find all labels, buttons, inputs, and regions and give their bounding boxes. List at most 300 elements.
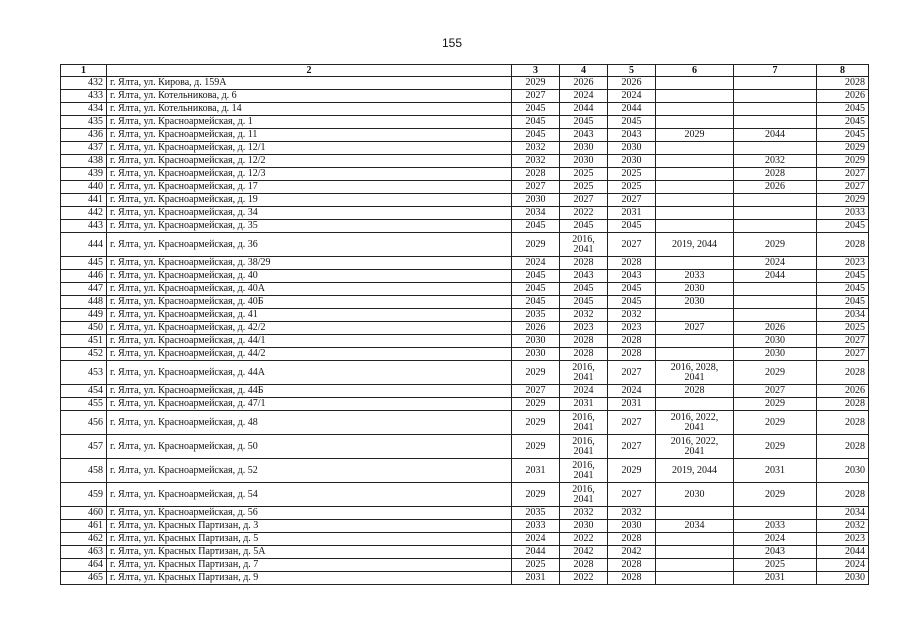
table-cell: 2045	[512, 116, 560, 129]
table-cell	[560, 411, 608, 435]
table-cell: 2027	[512, 181, 560, 194]
table-cell	[734, 220, 817, 233]
table-cell: 2025	[608, 181, 656, 194]
table-cell: 452	[61, 348, 107, 361]
table-cell: 445	[61, 257, 107, 270]
table-cell: 2031	[608, 398, 656, 411]
table-cell	[656, 116, 734, 129]
table-cell: 2030	[560, 155, 608, 168]
table-cell	[734, 507, 817, 520]
table-row	[61, 103, 869, 116]
table-cell: 2044	[817, 546, 869, 559]
table-cell: 2024	[817, 559, 869, 572]
table-cell: 2026	[817, 90, 869, 103]
table-cell: 2029	[734, 233, 817, 257]
table-cell: 464	[61, 559, 107, 572]
cell-line: 2016,	[572, 233, 595, 245]
table-row	[61, 181, 869, 194]
table-cell: г. Ялта, ул. Красноармейская, д. 52	[107, 459, 512, 483]
table-cell: 2028	[817, 435, 869, 459]
table-cell: 2028	[608, 335, 656, 348]
table-row	[61, 309, 869, 322]
table-cell: 2029	[734, 435, 817, 459]
table-cell: 2019, 2044	[656, 459, 734, 483]
table-cell: 2029	[512, 233, 560, 257]
table-cell: 2043	[734, 546, 817, 559]
table-row	[61, 520, 869, 533]
table-cell: 2027	[817, 335, 869, 348]
table-cell: 462	[61, 533, 107, 546]
table-cell: 2028	[608, 257, 656, 270]
table-cell: г. Ялта, ул. Красноармейская, д. 40Б	[107, 296, 512, 309]
table-cell: 2029	[817, 155, 869, 168]
table-row	[61, 335, 869, 348]
table-cell: 2045	[560, 283, 608, 296]
table-cell: 2025	[817, 322, 869, 335]
table-cell: 2034	[817, 507, 869, 520]
table-cell: 2022	[560, 572, 608, 585]
table-cell: 2032	[560, 309, 608, 322]
table-cell: 2028	[512, 168, 560, 181]
table-cell: 2030	[656, 296, 734, 309]
table-cell: 455	[61, 398, 107, 411]
table-cell: г. Ялта, ул. Красноармейская, д. 48	[107, 411, 512, 435]
table-cell: 451	[61, 335, 107, 348]
table-cell: 448	[61, 296, 107, 309]
table-cell: 438	[61, 155, 107, 168]
table-cell: 2034	[512, 207, 560, 220]
table-cell	[656, 559, 734, 572]
table-cell: 2031	[608, 207, 656, 220]
table-row	[61, 546, 869, 559]
table-cell: 449	[61, 309, 107, 322]
table-cell	[656, 181, 734, 194]
table-cell: 2045	[560, 220, 608, 233]
table-row	[61, 233, 869, 257]
table-cell: г. Ялта, ул. Красноармейская, д. 11	[107, 129, 512, 142]
table-cell: 2035	[512, 507, 560, 520]
table-cell: г. Ялта, ул. Красноармейская, д. 44/2	[107, 348, 512, 361]
table-cell: 2032	[512, 142, 560, 155]
table-cell: 2025	[560, 168, 608, 181]
table-cell: 2045	[608, 283, 656, 296]
table-cell: 2023	[560, 322, 608, 335]
column-header: 3	[512, 65, 560, 77]
table-cell: 2028	[608, 559, 656, 572]
table-body	[61, 77, 869, 585]
table-row	[61, 116, 869, 129]
table-cell: 2028	[817, 233, 869, 257]
column-header: 2	[107, 65, 512, 77]
table-cell: 2028	[734, 168, 817, 181]
table-cell: 2045	[608, 296, 656, 309]
table-cell	[656, 335, 734, 348]
table-cell: 2029	[512, 435, 560, 459]
table-cell: 432	[61, 77, 107, 90]
table-cell	[656, 309, 734, 322]
table-cell: 2028	[608, 348, 656, 361]
table-row	[61, 296, 869, 309]
table-cell	[656, 103, 734, 116]
table-cell: 440	[61, 181, 107, 194]
table-cell: 461	[61, 520, 107, 533]
table-cell: 2031	[512, 459, 560, 483]
table-cell: 433	[61, 90, 107, 103]
table-cell: 2024	[608, 385, 656, 398]
table-cell: 463	[61, 546, 107, 559]
table-cell: 2027	[608, 361, 656, 385]
table-cell	[656, 168, 734, 181]
table-cell: 2030	[817, 459, 869, 483]
table-cell: 2027	[512, 90, 560, 103]
table-cell: 2024	[512, 533, 560, 546]
table-cell: г. Ялта, ул. Красноармейская, д. 41	[107, 309, 512, 322]
table-cell: 2044	[608, 103, 656, 116]
table-cell: 459	[61, 483, 107, 507]
table-cell: 2045	[817, 129, 869, 142]
table-cell: г. Ялта, ул. Красноармейская, д. 17	[107, 181, 512, 194]
table-cell: 2045	[817, 283, 869, 296]
table-cell: 2031	[734, 459, 817, 483]
table-cell: 434	[61, 103, 107, 116]
table-cell: 2028	[608, 572, 656, 585]
table-row	[61, 77, 869, 90]
table-cell: 2030	[608, 142, 656, 155]
table-cell	[734, 207, 817, 220]
cell-line: 2041	[573, 243, 594, 255]
cell-line: 2041	[573, 493, 594, 505]
table-cell	[656, 207, 734, 220]
table-cell: г. Ялта, ул. Красных Партизан, д. 3	[107, 520, 512, 533]
table-cell: 2022	[560, 533, 608, 546]
table-cell: 447	[61, 283, 107, 296]
table-cell: 2030	[656, 483, 734, 507]
table-row	[61, 348, 869, 361]
table-row	[61, 361, 869, 385]
table-cell: 2044	[734, 129, 817, 142]
table-cell: 465	[61, 572, 107, 585]
table-cell: 2045	[512, 270, 560, 283]
table-cell: г. Ялта, ул. Красноармейская, д. 56	[107, 507, 512, 520]
table-cell	[560, 483, 608, 507]
table-cell: 2030	[734, 348, 817, 361]
table-cell: г. Ялта, ул. Красноармейская, д. 44Б	[107, 385, 512, 398]
table-cell: 2030	[656, 283, 734, 296]
table-cell: 2025	[608, 168, 656, 181]
table-row	[61, 483, 869, 507]
table-cell: 460	[61, 507, 107, 520]
table-cell: 2045	[512, 220, 560, 233]
column-header: 6	[656, 65, 734, 77]
table-cell: 2045	[512, 103, 560, 116]
table-cell: 2029	[512, 77, 560, 90]
table-cell	[656, 90, 734, 103]
table-cell	[656, 361, 734, 385]
table-cell	[560, 435, 608, 459]
table-cell: 2043	[560, 129, 608, 142]
table-row	[61, 207, 869, 220]
table-cell	[656, 257, 734, 270]
table-cell: 441	[61, 194, 107, 207]
table-cell: 2045	[817, 296, 869, 309]
table-cell: г. Ялта, ул. Красноармейская, д. 12/3	[107, 168, 512, 181]
column-header: 8	[817, 65, 869, 77]
table-cell	[734, 116, 817, 129]
table-cell: 457	[61, 435, 107, 459]
table-cell: 2032	[608, 309, 656, 322]
table-cell: г. Ялта, ул. Красноармейская, д. 40	[107, 270, 512, 283]
cell-line: 2016, 2022,	[670, 411, 719, 423]
table-cell	[656, 533, 734, 546]
table-cell: 2044	[560, 103, 608, 116]
table-cell: г. Ялта, ул. Красных Партизан, д. 5	[107, 533, 512, 546]
table-row	[61, 194, 869, 207]
table-cell: 2023	[817, 257, 869, 270]
table-cell: 2032	[817, 520, 869, 533]
table-row	[61, 533, 869, 546]
page-number: 155	[441, 36, 463, 50]
column-header: 7	[734, 65, 817, 77]
table-cell: 2026	[734, 322, 817, 335]
table-cell: 2027	[608, 194, 656, 207]
table-cell: 2025	[512, 559, 560, 572]
buildings-table	[60, 64, 869, 585]
column-header: 5	[608, 65, 656, 77]
table-cell	[656, 398, 734, 411]
table-row	[61, 559, 869, 572]
table-cell: 456	[61, 411, 107, 435]
table-cell: 2022	[560, 207, 608, 220]
table-cell: 2033	[656, 270, 734, 283]
table-cell: 2027	[608, 411, 656, 435]
table-row	[61, 398, 869, 411]
table-row	[61, 283, 869, 296]
table-cell: 2025	[560, 181, 608, 194]
table-cell: 2027	[560, 194, 608, 207]
table-cell	[734, 309, 817, 322]
table-row	[61, 142, 869, 155]
table-cell: 450	[61, 322, 107, 335]
table-row	[61, 385, 869, 398]
table-cell: 2028	[560, 335, 608, 348]
table-cell: 2026	[817, 385, 869, 398]
table-cell: 2028	[656, 385, 734, 398]
table-cell: 2045	[817, 116, 869, 129]
table-cell: 2032	[608, 507, 656, 520]
table-cell: 2030	[817, 572, 869, 585]
table-cell: 2042	[608, 546, 656, 559]
table-cell: 2029	[512, 411, 560, 435]
table-cell: г. Ялта, ул. Красноармейская, д. 35	[107, 220, 512, 233]
table-cell: 2028	[817, 483, 869, 507]
table-cell: 443	[61, 220, 107, 233]
table-cell: 2031	[560, 398, 608, 411]
table-cell: 2029	[608, 459, 656, 483]
table-cell: 2031	[734, 572, 817, 585]
table-cell: 2027	[608, 483, 656, 507]
table-cell: 2023	[817, 533, 869, 546]
table-cell	[734, 283, 817, 296]
table-cell: 2029	[512, 361, 560, 385]
table-cell: 2044	[734, 270, 817, 283]
cell-line: 2016,	[572, 483, 595, 495]
table-cell	[734, 77, 817, 90]
table-cell: 2026	[608, 77, 656, 90]
table-cell: 2033	[734, 520, 817, 533]
table-row	[61, 322, 869, 335]
table-cell: 2032	[512, 155, 560, 168]
table-cell: 2024	[512, 257, 560, 270]
table-cell: 2027	[734, 385, 817, 398]
table-cell: г. Ялта, ул. Красноармейская, д. 36	[107, 233, 512, 257]
cell-line: 2041	[573, 469, 594, 481]
table-cell: 2027	[608, 435, 656, 459]
table-cell: 2024	[608, 90, 656, 103]
cell-line: 2016,	[572, 459, 595, 471]
table-cell: 2043	[608, 270, 656, 283]
cell-line: 2041	[573, 371, 594, 383]
table-cell	[734, 90, 817, 103]
table-cell: 444	[61, 233, 107, 257]
cell-line: 2016, 2028,	[670, 361, 719, 373]
table-cell: 453	[61, 361, 107, 385]
cell-line: 2016, 2022,	[670, 435, 719, 447]
table-cell	[656, 142, 734, 155]
table-cell: 2023	[608, 322, 656, 335]
cell-line: 2041	[684, 445, 705, 457]
table-cell	[656, 220, 734, 233]
table-row	[61, 435, 869, 459]
table-cell: г. Ялта, ул. Красноармейская, д. 12/1	[107, 142, 512, 155]
table-cell: 442	[61, 207, 107, 220]
table-cell: 2019, 2044	[656, 233, 734, 257]
table-cell: 2030	[560, 142, 608, 155]
table-cell: г. Ялта, ул. Красноармейская, д. 44/1	[107, 335, 512, 348]
table-cell: г. Ялта, ул. Красноармейская, д. 50	[107, 435, 512, 459]
table-cell: 2029	[512, 398, 560, 411]
table-row	[61, 459, 869, 483]
table-cell: 2029	[656, 129, 734, 142]
table-cell: 2027	[817, 168, 869, 181]
cell-line: 2016,	[572, 435, 595, 447]
table-cell	[656, 411, 734, 435]
table-cell: 2045	[512, 296, 560, 309]
table-cell	[734, 142, 817, 155]
table-cell	[656, 572, 734, 585]
table-cell: 2024	[734, 257, 817, 270]
table-row	[61, 129, 869, 142]
table-cell: 2029	[817, 194, 869, 207]
table-cell: 2030	[608, 155, 656, 168]
table-cell: 446	[61, 270, 107, 283]
table-cell: г. Ялта, ул. Кирова, д. 159А	[107, 77, 512, 90]
table-cell: 439	[61, 168, 107, 181]
table-cell: г. Ялта, ул. Красноармейская, д. 34	[107, 207, 512, 220]
table-row	[61, 572, 869, 585]
table-cell: 436	[61, 129, 107, 142]
table-cell: 2031	[512, 572, 560, 585]
table-cell: 2027	[817, 348, 869, 361]
table-cell: 2028	[608, 533, 656, 546]
table-cell: 2029	[734, 411, 817, 435]
table-cell: 2025	[734, 559, 817, 572]
table-cell: г. Ялта, ул. Красноармейская, д. 47/1	[107, 398, 512, 411]
table-cell: 454	[61, 385, 107, 398]
table-cell: 2045	[608, 220, 656, 233]
table-cell	[560, 361, 608, 385]
table-cell: 2030	[734, 335, 817, 348]
table-cell: 2028	[817, 361, 869, 385]
table-cell: 2033	[817, 207, 869, 220]
table-cell	[656, 435, 734, 459]
table-cell: 2029	[734, 398, 817, 411]
table-cell	[560, 459, 608, 483]
table-cell: 2042	[560, 546, 608, 559]
table-cell: 2032	[560, 507, 608, 520]
table-cell	[734, 194, 817, 207]
table-cell: г. Ялта, ул. Красноармейская, д. 44А	[107, 361, 512, 385]
table-cell: г. Ялта, ул. Красных Партизан, д. 7	[107, 559, 512, 572]
cell-line: 2041	[684, 371, 705, 383]
table-row	[61, 507, 869, 520]
table-row	[61, 257, 869, 270]
table-cell: 2029	[734, 483, 817, 507]
table-cell: г. Ялта, ул. Красных Партизан, д. 9	[107, 572, 512, 585]
table-cell: 2045	[608, 116, 656, 129]
table-cell: г. Ялта, ул. Красноармейская, д. 12/2	[107, 155, 512, 168]
column-header: 4	[560, 65, 608, 77]
table-cell: г. Ялта, ул. Красных Партизан, д. 5А	[107, 546, 512, 559]
table-cell	[656, 546, 734, 559]
cell-line: 2041	[573, 421, 594, 433]
table-cell: 2024	[560, 90, 608, 103]
table-cell: 2028	[817, 77, 869, 90]
cell-line: 2016,	[572, 411, 595, 423]
table-cell: 2034	[656, 520, 734, 533]
table-cell: 2026	[560, 77, 608, 90]
table-cell: 2030	[608, 520, 656, 533]
table-cell: 2028	[560, 348, 608, 361]
table-cell: 2045	[817, 220, 869, 233]
table-row	[61, 155, 869, 168]
table-cell	[656, 77, 734, 90]
table-cell: 2033	[512, 520, 560, 533]
table-cell: 2043	[560, 270, 608, 283]
table-cell: г. Ялта, ул. Красноармейская, д. 19	[107, 194, 512, 207]
table-cell: 435	[61, 116, 107, 129]
table-row	[61, 90, 869, 103]
table-cell: 2043	[608, 129, 656, 142]
column-header: 1	[61, 65, 107, 77]
table-cell: 437	[61, 142, 107, 155]
table-cell: 2044	[512, 546, 560, 559]
table-cell: 2027	[608, 233, 656, 257]
table-cell: 2029	[817, 142, 869, 155]
table-cell: 2024	[734, 533, 817, 546]
cell-line: 2041	[684, 421, 705, 433]
table-row	[61, 270, 869, 283]
table-cell: 2045	[512, 129, 560, 142]
table-cell	[734, 103, 817, 116]
table-cell: 2034	[817, 309, 869, 322]
table-cell: г. Ялта, ул. Котельникова, д. 6	[107, 90, 512, 103]
table-cell: 2024	[560, 385, 608, 398]
table-cell: 2028	[817, 411, 869, 435]
table-cell: 2030	[560, 520, 608, 533]
table-cell	[734, 296, 817, 309]
table-row	[61, 411, 869, 435]
table-cell: г. Ялта, ул. Красноармейская, д. 54	[107, 483, 512, 507]
